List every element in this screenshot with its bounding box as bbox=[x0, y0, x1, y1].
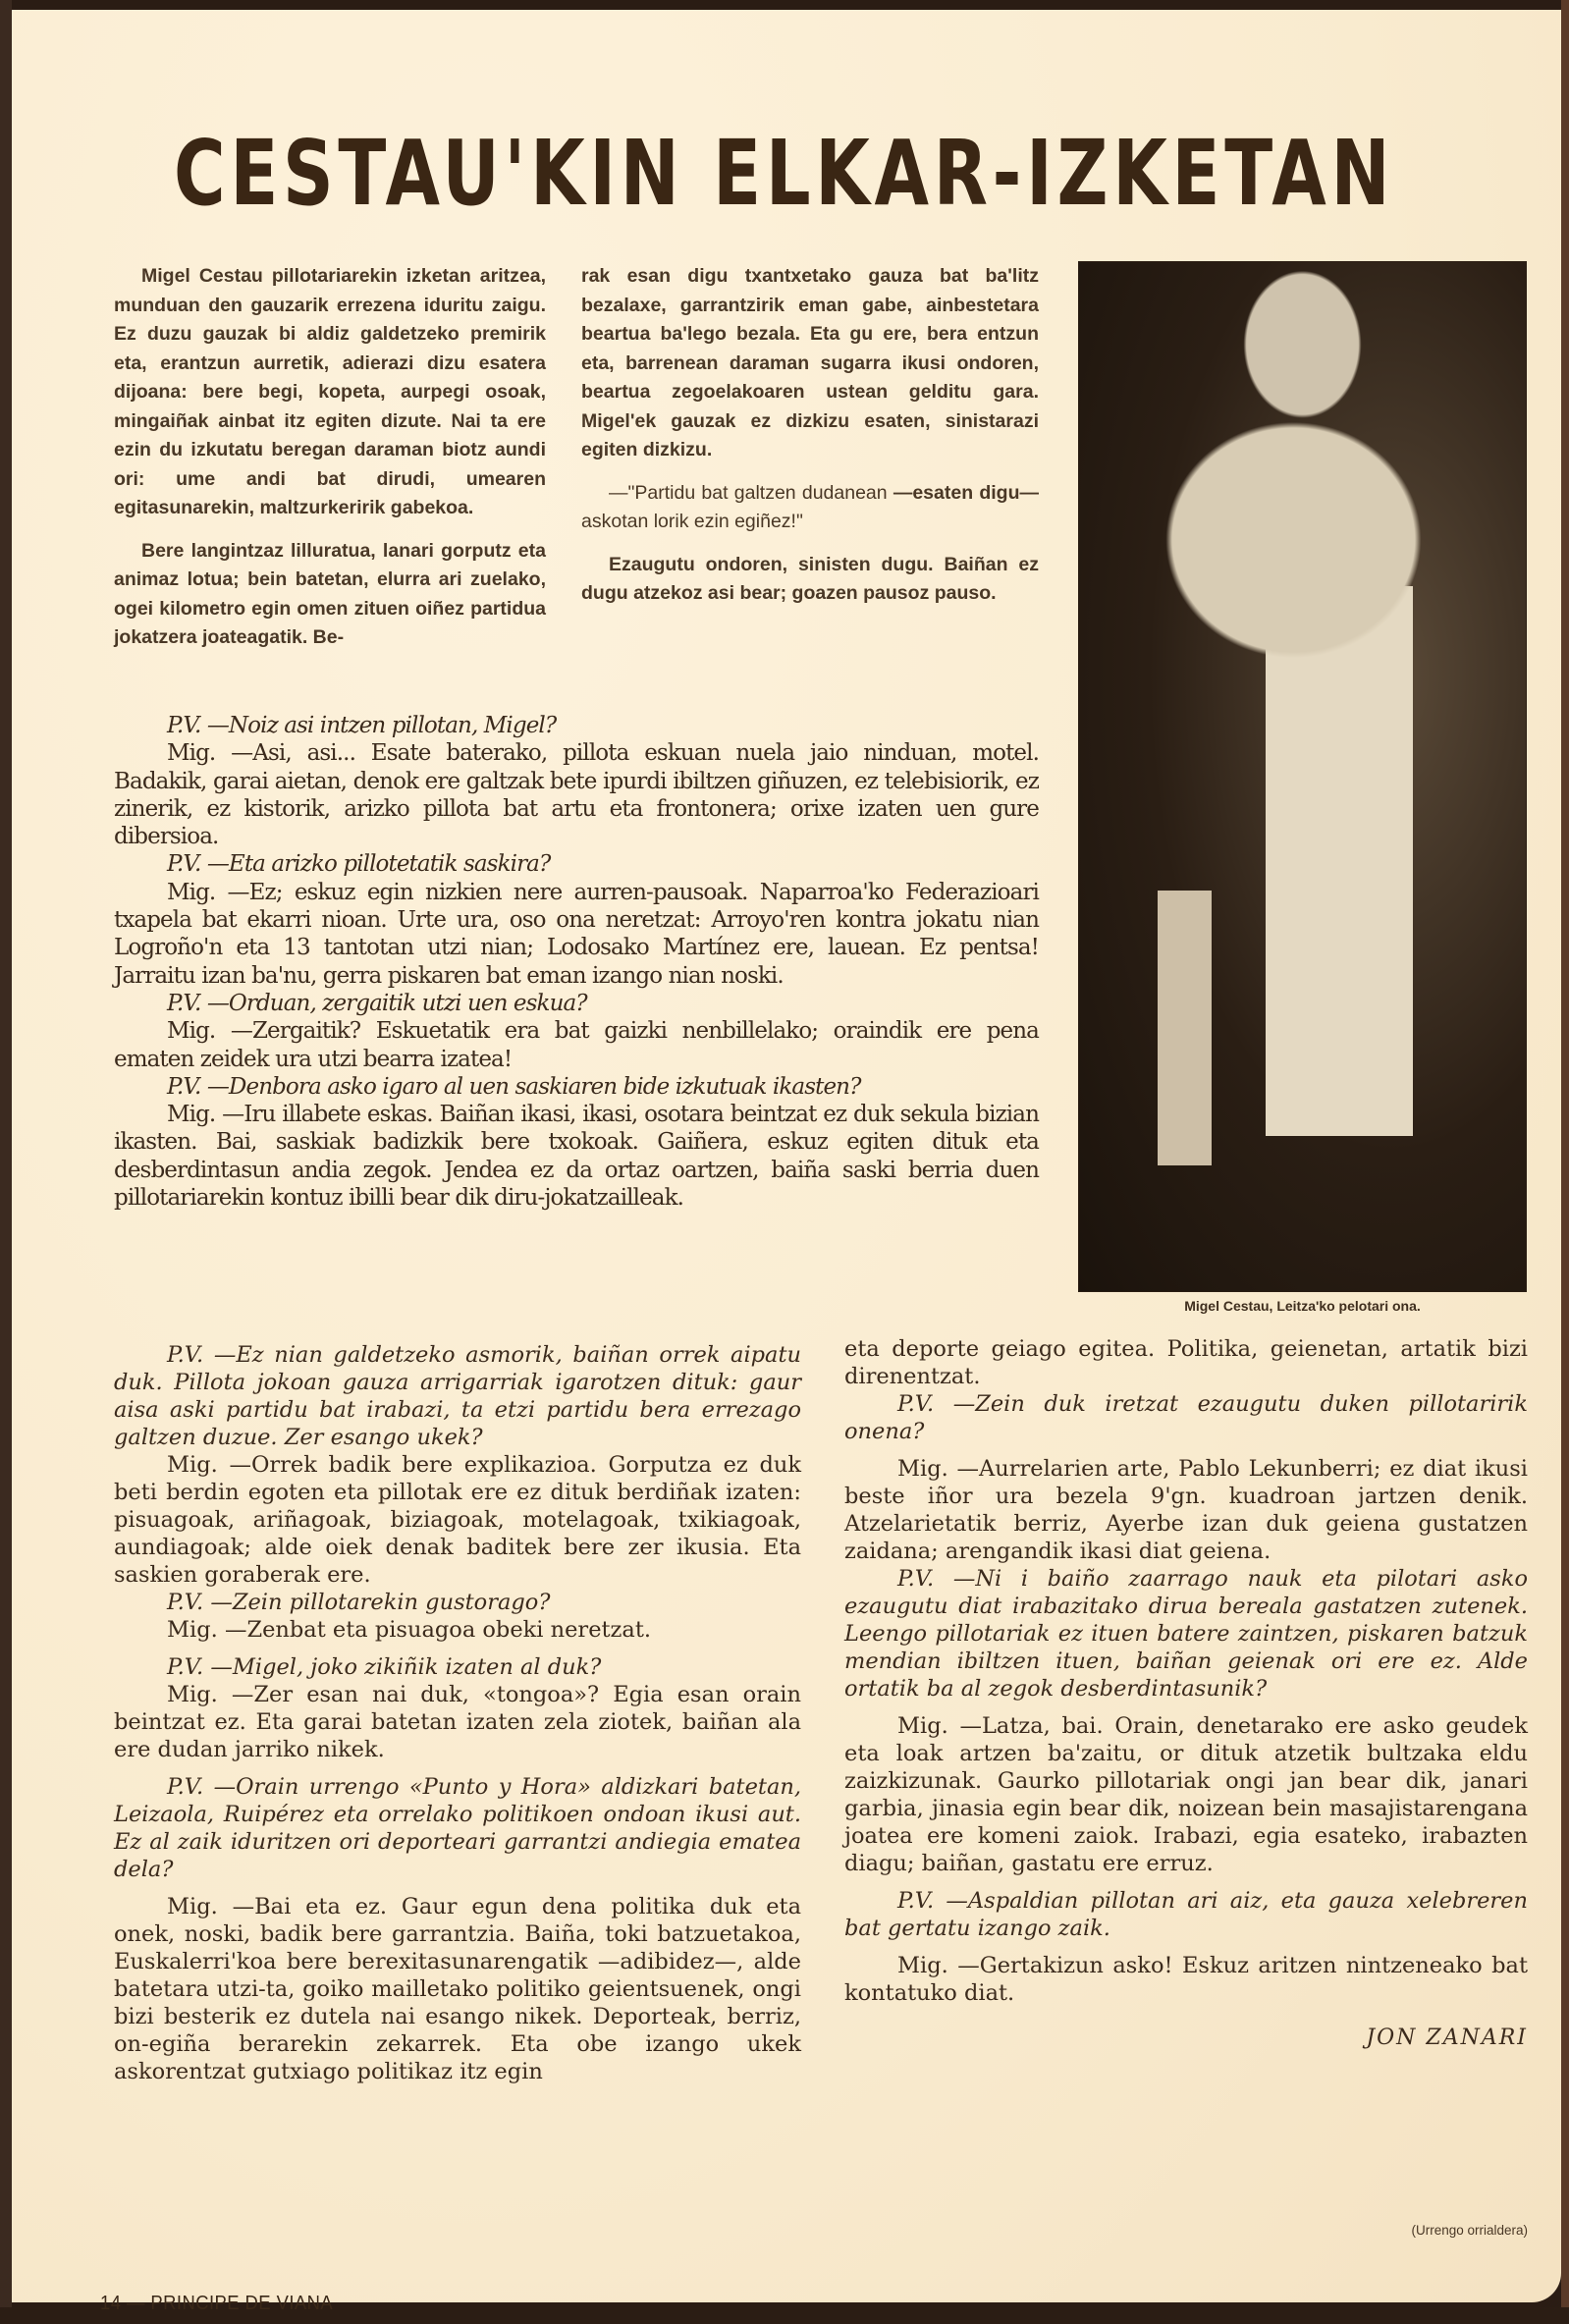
intro-paragraph: Ezaugutu ondoren, sinisten dugu. Baiñan ez dugu atzekoz asi bear; goazen pausoz pauso. bbox=[581, 553, 1039, 604]
intro-paragraph: Migel Cestau pillotariarekin izketan aritzea, munduan den gauzarik errezena iduritu zaigu. Ez duzu gauzak bi aldiz galdetzeko premirik eta, erantzun aurretik, adierazi dizu esatera dijoana: bere begi, kopeta, aurpegi osoak, mingaiñak ainbat itz egiten dizute. Nai ta ere ezin du izkutatu beregan daraman biotz aundi ori: ume andi bat dirudi, umearen egitasunarekin, maltzurkeririk gabekoa. bbox=[114, 265, 546, 518]
photo-caption: Migel Cestau, Leitza'ko pelotari ona. bbox=[1184, 1298, 1421, 1314]
interview-left-column bbox=[114, 1341, 801, 2085]
interview-question: P.V. —Denbora asko igaro al uen saskiaren bide izkutuak ikasten? bbox=[167, 1073, 861, 1100]
intro-column-left bbox=[114, 262, 546, 667]
interview-answer: Mig. —Zergaitik? Eskuetatik era bat gaizki nenbillelako; oraindik ere pena ematen zeidek ura utzi bearra izatea! bbox=[114, 1018, 1039, 1072]
interview-answer: Mig. —Asi, asi... Esate baterako, pillota eskuan nuela jaio ninduan, motel. Badakik, garai aietan, denok ere galtzak bete ipurdi ibiltzen giñuzen, ez telebisiorik, ez zinerik, ez kistorik, arizko pillota bat artu eta frontonera; orixe izaten uen gure dibersioa. bbox=[114, 740, 1039, 850]
continued-note: (Urrengo orrialdera) bbox=[1411, 2223, 1528, 2238]
player-photo bbox=[1078, 261, 1527, 1292]
quote-text: askotan lorik ezin egiñez!" bbox=[581, 511, 803, 532]
page-edge-left bbox=[0, 0, 12, 2324]
page-footer: 14 — PRINCIPE DE VIANA bbox=[100, 2293, 334, 2314]
interview-right-column bbox=[844, 1335, 1528, 2052]
interview-answer: Mig. —Aurrelarien arte, Pablo Lekunberri; ez diat ikusi beste iñor ura bezela 9'gn. kuadroan jartzen denik. Atzelarietatik berriz, Ayerbe izan duk geiena gustatzen zaidana; arengandik ikasi diat geiena. bbox=[844, 1456, 1528, 1564]
interview-question: P.V. —Zein duk iretzat ezaugutu duken pillotaririk onena? bbox=[844, 1391, 1528, 1444]
intro-paragraph: Bere langintzaz lilluratua, lanari gorputz eta animaz lotua; bein batetan, elurra ari zuelako, ogei kilometro egin omen zituen oiñez partidua jokatzera joateagatik. Be- bbox=[114, 539, 546, 648]
intro-column-right bbox=[581, 262, 1039, 622]
author-signature: JON ZANARI bbox=[1366, 2026, 1528, 2050]
interview-answer: Mig. —Zer esan nai duk, «tongoa»? Egia esan orain beintzat ez. Eta garai batetan izaten zela ziotek, baiñan ala ere dudan jarriko nikek. bbox=[114, 1682, 801, 1762]
interview-answer: Mig. —Gertakizun asko! Eskuz aritzen nintzeneako bat kontatuko diat. bbox=[844, 1953, 1528, 2006]
interview-question: P.V. —Orain urrengo «Punto y Hora» aldizkari batetan, Leizaola, Ruipérez eta orrelako politikoen ondoan ikusi aut. Ez al zaik iduritzen ori deporteari garrantzi andiegia ematea dela? bbox=[114, 1774, 801, 1882]
interview-question: P.V. —Migel, joko zikiñik izaten al duk? bbox=[167, 1654, 602, 1680]
interview-answer: Mig. —Latza, bai. Orain, denetarako ere asko geudek eta loak artzen ba'zaitu, or dituk atzetik bultzaka eldu zaizkizunak. Gaurko pillotariak ongi jan bear dik, janari garbia, jinasia egin bear dik, noizean bein masajistarengana joatea ere komeni zaiok. Irabazi, egia esateko, irabazten diagu; baiñan, gastatu ere erruz. bbox=[844, 1713, 1528, 1876]
interview-answer: Mig. —Orrek badik bere explikazioa. Gorputza ez duk beti berdin egoten eta pillotak ere ez dituk berdiñak izaten: pisuagoak, ariñagoak, biziagoak, motelagoak, txikiagoak, aundiagoak; alde oiek denak baditek bere zer ikusia. Eta saskien goraberak ere. bbox=[114, 1452, 801, 1588]
interview-answer: Mig. —Iru illabete eskas. Baiñan ikasi, ikasi, osotara beintzat ez duk sekula bizian ikasten. Bai, saskiak badizkik bere txokoak. Gaiñera, eskuz egiten dituk eta desberdintasun andia zegok. Jendea ez da ortaz oartzen, baiña saski berria duen pillotariarekin kontuz ibilli bear dik diru-jokatzailleak. bbox=[114, 1102, 1039, 1212]
interview-answer-continued: eta deporte geiago egitea. Politika, geienetan, artatik bizi direnentzat. bbox=[844, 1336, 1528, 1389]
interview-question: P.V. —Noiz asi intzen pillotan, Migel? bbox=[167, 713, 557, 738]
interview-question: P.V. —Aspaldian pillotan ari aiz, eta gauza xelebreren bat gertatu izango zaik. bbox=[844, 1888, 1528, 1941]
interview-question: P.V. —Ez nian galdetzeko asmorik, baiñan orrek aipatu duk. Pillota jokoan gauza arrigarriak igarotzen dituk: gaur aisa aski partidu bat irabazi, ta etzi partidu bera errezago galtzen duzue. Zer esango ukek? bbox=[114, 1342, 801, 1450]
interview-answer: Mig. —Zenbat eta pisuagoa obeki neretzat. bbox=[167, 1617, 652, 1643]
interview-answer: Mig. —Bai eta ez. Gaur egun dena politika duk eta onek, noski, badik bere garrantzia. Baiña, toki batzuetakoa, Euskalerri'koa bere berexitasunarengatik —adibidez—, alde batetara utzi-ta, goiko mailletako politiko geientsuenek, ongi bizi besterik ez dutela nai esango nikek. Deporteak, berriz, on-egiña berarekin zekarrek. Eta obe izango ukek askorentzat gutxiago politikaz itz egin bbox=[114, 1894, 801, 2084]
article-title: CESTAU'KIN ELKAR-IZKETAN bbox=[174, 121, 1395, 226]
interview-question: P.V. —Orduan, zergaitik utzi uen eskua? bbox=[167, 990, 587, 1016]
magazine-page bbox=[12, 10, 1561, 2314]
quote-text: —"Partidu bat galtzen dudanean bbox=[609, 481, 893, 504]
interview-question: P.V. —Eta arizko pillotetatik saskira? bbox=[167, 851, 551, 878]
quote-attribution: —esaten digu— bbox=[893, 481, 1039, 504]
interview-answer: Mig. —Ez; eskuz egin nizkien nere aurren-pausoak. Naparroa'ko Federazioari txapela bat ekarri nioan. Urte ura, oso ona neretzat: Arroyo'ren kontra jokatu nian Logroño'n eta 13 tantotan utzi nian; Lodosako Martínez ere, lauean. Ez pentsa! Jarraitu izan ba'nu, gerra piskaren bat eman izango nian noski. bbox=[114, 879, 1039, 989]
page-edge-right bbox=[1561, 0, 1569, 2324]
interview-question: P.V. —Ni i baiño zaarrago nauk eta pilotari asko ezaugutu diat irabazitako dirua bereala gastatzen zutenek. Leengo pillotariak ez ituen batere zaintzen, piskaren batzuk mendian ibiltzen ituen, baiñan geienak ori ere ez. Alde ortatik ba al zegok desberdintasunik? bbox=[844, 1566, 1528, 1702]
intro-quote bbox=[581, 479, 1039, 537]
interview-wide-column bbox=[114, 712, 1039, 1212]
interview-question: P.V. —Zein pillotarekin gustorago? bbox=[167, 1590, 551, 1615]
intro-paragraph: rak esan digu txantxetako gauza bat ba'litz bezalaxe, garrantzirik eman gabe, ainbestetara beartua ba'lego bezala. Eta gu ere, bera entzun eta, barrenean daraman sugarra ikusi ondoren, beartua zegoelakoaren ustean gelditu gara. Migel'ek gauzak ez dizkizu esaten, sinistarazi egiten dizkizu. bbox=[581, 265, 1039, 460]
